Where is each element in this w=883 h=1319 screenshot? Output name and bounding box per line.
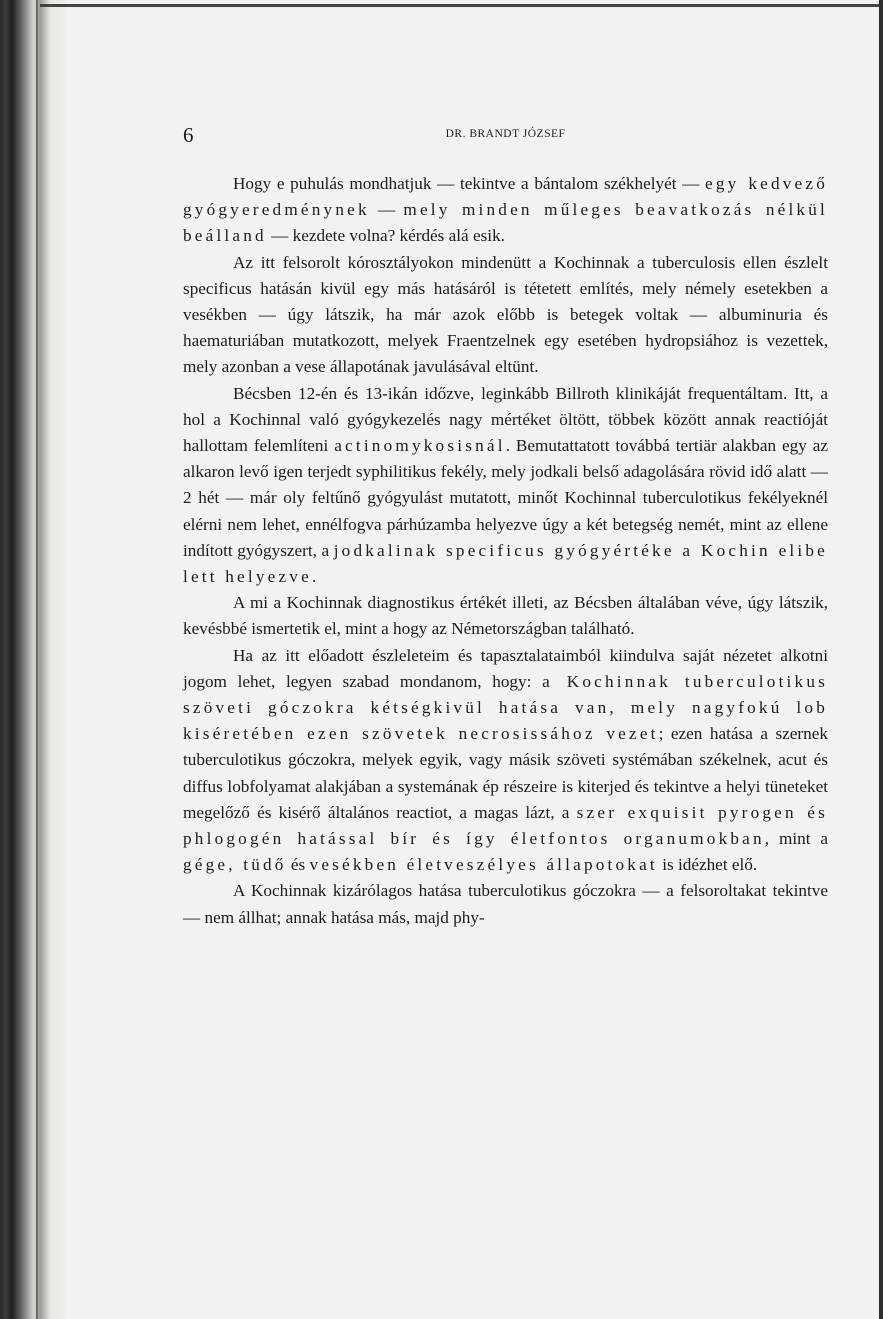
paragraph (183, 250, 828, 381)
text-run: — (369, 200, 404, 220)
text-run: és (286, 855, 310, 875)
emphasis-text: szer exquisit pyrogen és phlogogén hatással bír és így életfontos organumokban (183, 802, 828, 849)
paragraph (183, 643, 828, 879)
text-run: . (311, 567, 317, 587)
text-run: is idézhet elő. (657, 855, 758, 875)
text-run: Bécsben 12-én és 13-ikán időzve, leginkább Billroth klinikáját frequentáltam. Itt, a hol a Kochinnal való gyógykezelés nagy mértéket öltött, többek között annak reactióját hallottam felemlíteni (183, 383, 828, 456)
text-run: — kezdete volna? kérdés alá esik. (266, 226, 505, 246)
emphasis-text: gége, tüdő (183, 855, 287, 875)
emphasis-text: a Kochinnak tuberculotikus szöveti góczokra kétségkivül hatása van, mely nagyfokú lob kiséretében ezen szövetek necrosissához vezet (183, 671, 828, 744)
running-head: DR. BRANDT JÓZSEF (445, 128, 566, 140)
page-header (183, 124, 828, 146)
paragraph (183, 381, 828, 591)
paragraph (183, 171, 828, 250)
page-number: 6 (183, 123, 194, 147)
text-run: Hogy e puhulás mondhatjuk — tekintve a bántalom székhelyét — (233, 174, 706, 193)
paragraph (183, 590, 828, 642)
text-run: . Bemutattatott továbbá tertiär alakban egy az alkaron levő igen terjedt syphilitikus fekély, mely jodkali belső adagolására rövid idő alatt — 2 hét — már oly feltűnő gyógyulást mutatott, minőt Kochinnal tuberculotikus fekélyeknél elérni nem lehet, ennélfogva párhúzamba helyezve úgy a két betegség nemét, mint az ellene indított gyógyszert, a (183, 436, 828, 560)
text-run: A mi a Kochinnak diagnostikus értékét illeti, az Bécsben általában véve, úgy látszik, kevésbbé ismertetik el, mint a hogy az Németországban található. (183, 593, 828, 639)
page-top-edge (40, 4, 883, 7)
text-run: ; ezen hatása a szernek tuberculotikus góczokra, melyek egyik, vagy másik szöveti systémában székelnek, acut és diffus lobfolyamat alakjában a systemának ép részeire is kiterjed és tekintve a helyi tüneteket megelőző és kisérő általános reactiot, a magas lázt, a (183, 724, 828, 822)
emphasis-text: egy kedvező gyógyeredménynek (183, 174, 829, 220)
text-run: , mint a (764, 829, 828, 849)
text-run: Ha az itt előadott észleleteim és tapasztalataimból kiindulva saját nézetet alkotni jogom lehet, legyen szabad mondanom, hogy: (183, 645, 828, 691)
emphasis-text: vesékben életveszélyes állapotokat (309, 855, 658, 875)
page-right-edge (879, 0, 883, 1319)
emphasis-text: mely minden műleges beavatkozás nélkül beálland (183, 200, 828, 246)
book-spine-gutter (0, 0, 66, 1319)
text-run: Az itt felsorolt kórosztályokon mindenütt a Kochinnak a tuberculosis ellen észlelt specificus hatásán kivül egy más hatásáról is tétetett említés, mely némely esetekben a vesékben — úgy látszik, ha már azok előbb is betegek voltak — albuminuria és haematuriában mutatkozott, melyek Fraentzelnek egy esetében hydropsiához is vezettek, mely azonban a vese állapotának javulásával eltünt. (183, 252, 828, 377)
emphasis-text: jodkalinak specificus gyógyértéke a Kochin elibe lett helyezve (183, 540, 828, 587)
page-body (183, 171, 828, 931)
text-run: A Kochinnak kizárólagos hatása tuberculotikus góczokra — a felsoroltakat tekintve — nem állhat; annak hatása más, majd phy- (183, 881, 828, 927)
paragraph (183, 878, 828, 930)
emphasis-text: actinomykosisnál (334, 436, 506, 456)
